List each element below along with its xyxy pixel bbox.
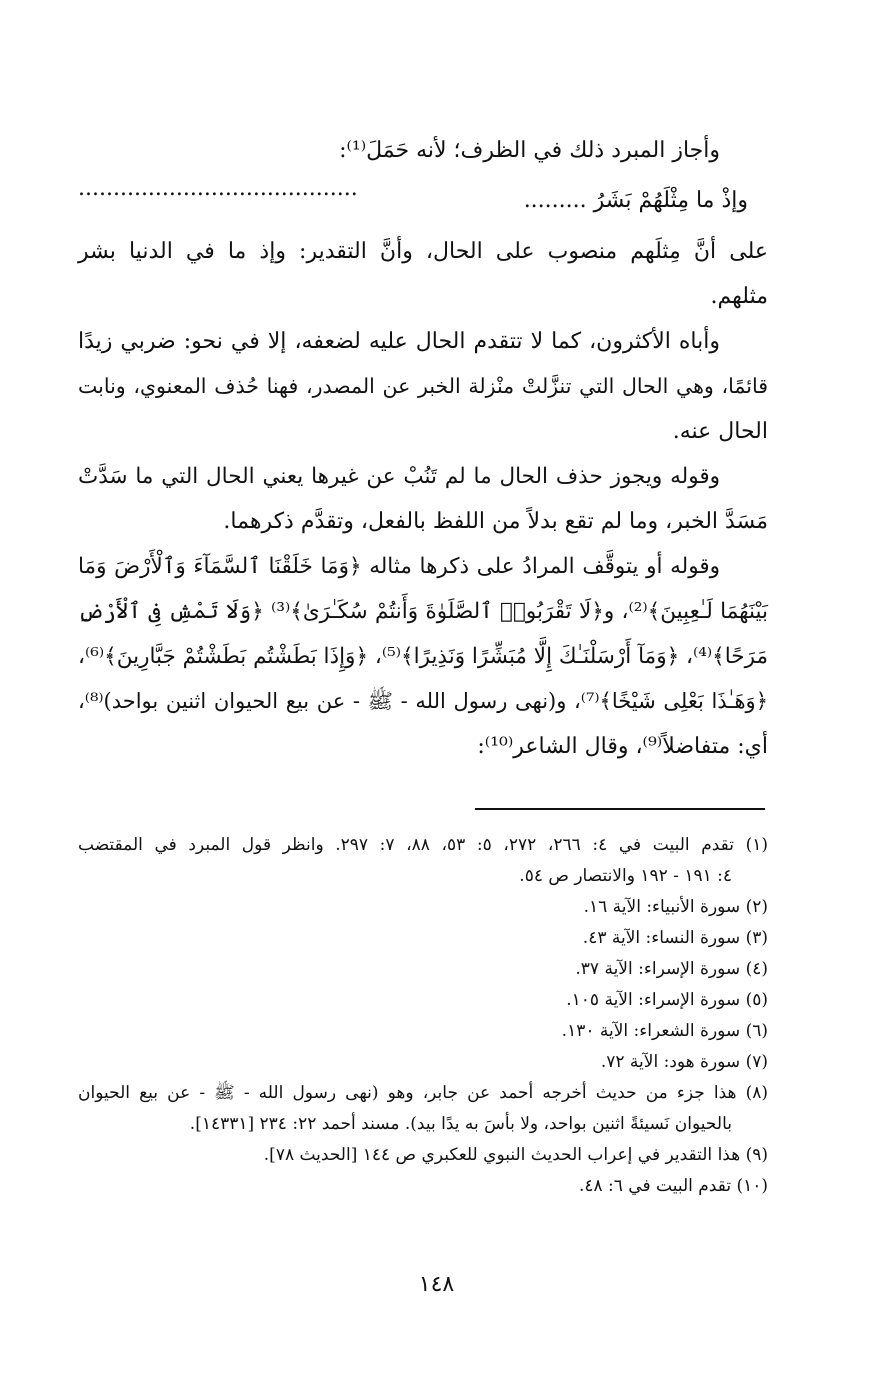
poetry-verse (78, 173, 768, 229)
paragraph-line: مَرَحًا﴾⁽⁴⁾، ﴿وَمَآ أَرْسَلْنَـٰكَ إِلَّا مُبَشِّرًا وَنَذِيرًا﴾⁽⁵⁾، ﴿وَإِذَا بَطَشْتُم بَطَشْتُمْ جَبَّارِينَ﴾⁽⁶⁾، (78, 644, 768, 669)
footnote-8 (78, 1078, 768, 1140)
main-text (78, 128, 768, 769)
intro-line: وأجاز المبرد ذلك في الظرف؛ لأنه حَمَلَ⁽¹⁾: (339, 138, 720, 163)
paragraph-line: بَيْنَهُمَا لَـٰعِبِينَ﴾⁽²⁾، و﴿لَا تَقْرَبُوا۟ ٱلصَّلَوٰةَ وَأَنتُمْ سُكَـٰرَىٰ﴾⁽³⁾ ﴿وَلَا تَمْشِ فِى ٱلْأَرْضِ (78, 599, 768, 624)
paragraph-1 (78, 229, 768, 319)
footnote-line: ٤: ١٩١ - ١٩٢ والانتصار ص ٥٤. (519, 866, 732, 886)
footnotes (78, 830, 768, 1202)
footnote-separator (475, 808, 765, 810)
paragraph-line: ﴿وَهَـٰذَا بَعْلِى شَيْخًا﴾⁽⁷⁾، و(نهى رسول الله - ﷺ - عن بيع الحيوان اثنين بواحد)⁽⁸⁾، (78, 689, 768, 713)
footnote-10: (١٠) تقدم البيت في ٦: ٤٨. (578, 1176, 768, 1196)
footnote-3: (٣) سورة النساء: الآية ٤٣. (582, 928, 768, 948)
paragraph-line: الحال عنه. (672, 419, 768, 444)
footnote-line: بالحيوان نَسيئةً اثنين بواحد، ولا بأسَ به يدًا بيد). مسند أحمد ٢٢: ٢٣٤ [١٤٣٣١]. (189, 1114, 732, 1134)
paragraph-line: مَسَدَّ الخبر، وما لم تقع بدلاً من اللفظ بالفعل، وتقدَّم ذكرهما. (223, 509, 768, 534)
paragraph-line: وقوله ويجوز حذف الحال ما لم تَنُبْ عن غيرها يعني الحال التي ما سَدَّتْ (78, 464, 720, 489)
footnote-1 (78, 830, 768, 892)
footnote-6: (٦) سورة الشعراء: الآية ١٣٠. (561, 1021, 768, 1041)
paragraph-line: أي: متفاضلاً⁽⁹⁾، وقال الشاعر⁽¹⁰⁾: (477, 734, 768, 759)
footnote-7: (٧) سورة هود: الآية ٧٢. (600, 1052, 768, 1072)
footnote-4: (٤) سورة الإسراء: الآية ٣٧. (575, 959, 768, 979)
paragraph-line: مثلهم. (710, 284, 768, 309)
footnote-2: (٢) سورة الأنبياء: الآية ١٦. (583, 897, 768, 917)
footnote-9: (٩) هذا التقدير في إعراب الحديث النبوي للعكبري ص ١٤٤ [الحديث ٧٨]. (263, 1145, 768, 1165)
paragraph-3 (78, 454, 768, 544)
paragraph-line: قائمًا، وهي الحال التي تنزَّلتْ منْزلة الخبر عن المصدر، فهنا حُذف المعنوي، ونابت (78, 374, 768, 398)
footnote-line: (٨) هذا جزء من حديث أخرجه أحمد عن جابر، وهو (نهى رسول الله - ﷺ - عن بيع الحيوان (78, 1083, 768, 1103)
paragraph-2 (78, 319, 768, 454)
paragraph-line: وأباه الأكثرون، كما لا تتقدم الحال عليه لضعفه، إلا في نحو: ضربي زيدًا (78, 329, 720, 354)
paragraph-4 (78, 544, 768, 769)
paragraph-line: وقوله أو يتوقَّف المرادُ على ذكرها مثاله ﴿وَمَا خَلَقْنَا ٱلسَّمَآءَ وَٱلْأَرْضَ وَمَا (78, 554, 720, 579)
footnote-line: (١) تقدم البيت في ٤: ٢٦٦، ٢٧٢، ٥: ٥٣، ٨٨، ٧: ٢٩٧. وانظر قول المبرد في المقتضب (78, 835, 769, 855)
verse-second-hemistich: ........................................ (78, 176, 358, 201)
page-number: ١٤٨ (418, 1272, 455, 1297)
verse-first-hemistich: وإذْ ما مِثْلَهُمْ بَشَرُ ......... (523, 188, 748, 213)
footnote-5: (٥) سورة الإسراء: الآية ١٠٥. (566, 990, 768, 1010)
paragraph-line: على أنَّ مِثلَهم منصوب على الحال، وأنَّ التقدير: وإذ ما في الدنيا بشر (78, 239, 768, 264)
